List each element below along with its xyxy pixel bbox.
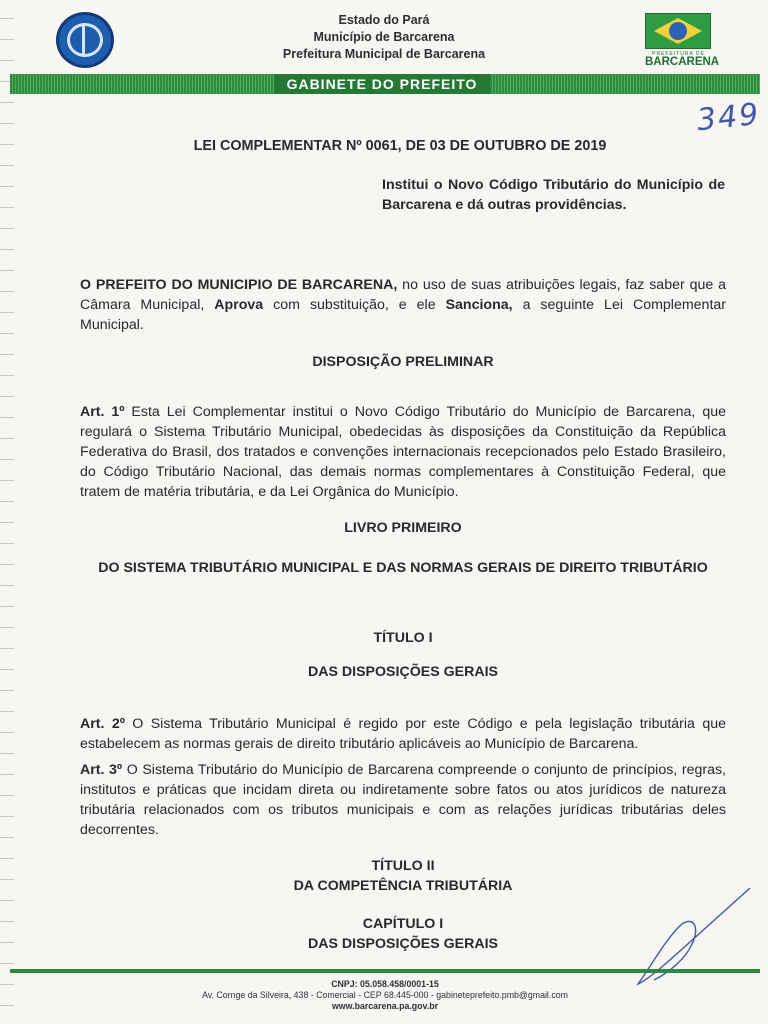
- handwritten-page-number: 349: [695, 96, 762, 139]
- flag-icon: [645, 13, 711, 49]
- footer-rule: [10, 969, 760, 973]
- municipal-crest-logo: [56, 12, 114, 68]
- title-2-subtitle: DA COMPETÊNCIA TRIBUTÁRIA: [293, 878, 513, 894]
- article-2: [80, 714, 726, 754]
- footer-cnpj: CNPJ: 05.058.458/0001-15: [331, 979, 439, 989]
- office-label: GABINETE DO PREFEITO: [274, 74, 490, 94]
- article-1: [80, 402, 726, 502]
- binder-holes: [0, 0, 14, 1024]
- preamble-text-3: a seguinte Lei Complementar Municipal.: [80, 297, 727, 333]
- section-heading-preliminary: DISPOSIÇÃO PRELIMINAR: [312, 354, 494, 370]
- book-heading: LIVRO PRIMEIRO: [344, 520, 462, 536]
- preamble-bold-2: Aprova: [214, 297, 264, 313]
- article-1-label: Art. 1º: [80, 404, 125, 420]
- article-3-text: O Sistema Tributário do Município de Barcarena compreende o conjunto de princípios, regras, institutos e práticas que incidam direta ou indiretamente sobre fatos ou atos jurídicos de natureza tributária relacionados com os tributos municipais e com as relações jurídicas tributárias deles decorrentes.: [80, 762, 727, 838]
- footer-address: Av. Cornge da Silveira, 438 - Comercial - CEP 68.445-000 - gabineteprefeito.pmb@gmail.com: [202, 990, 568, 1000]
- municipality-name: Município de Barcarena: [313, 30, 455, 44]
- signature-mark: [630, 880, 760, 990]
- title-2-heading: TÍTULO II: [371, 858, 435, 874]
- brand-caption: PREFEITURA DE: [652, 51, 705, 57]
- brand-name: BARCARENA: [645, 56, 720, 68]
- chapter-1-heading: CAPÍTULO I: [362, 916, 444, 932]
- title-1-heading: TÍTULO I: [373, 630, 433, 646]
- prefecture-name: Prefeitura Municipal de Barcarena: [282, 47, 486, 61]
- footer: [150, 979, 620, 1012]
- article-2-label: Art. 2º: [80, 716, 125, 732]
- letterhead: [250, 12, 518, 63]
- chapter-1-subtitle: DAS DISPOSIÇÕES GERAIS: [308, 936, 498, 952]
- preamble-text-1: no uso de suas atribuições legais, faz saber que a Câmara Municipal,: [80, 277, 726, 313]
- preamble-bold-1: O PREFEITO DO MUNICIPIO DE BARCARENA,: [80, 277, 398, 293]
- preamble-bold-3: Sanciona,: [445, 297, 513, 313]
- ementa: Institui o Novo Código Tributário do Município de Barcarena e dá outras providências.: [382, 177, 725, 213]
- article-2-text: O Sistema Tributário Municipal é regido por este Código e pela legislação tributária que estabelecem as normas gerais de direito tributário aplicáveis ao Município de Barcarena.: [80, 716, 727, 752]
- state-name: Estado do Pará: [338, 13, 430, 27]
- barcarena-brand-logo: [645, 13, 720, 68]
- preamble-text-2: com substituição, e ele: [263, 297, 446, 313]
- article-1-text: Esta Lei Complementar institui o Novo Código Tributário do Município de Barcarena, que regulará o Sistema Tributário Municipal, obedecidas às disposições da Constituição da República Federativa do Brasil, dos tratados e convenções internacionais recepcionados pelo Estado Brasileiro, do Código Tributário Nacional, das demais normas complementares à Constituição Federal, que tratem de matéria tributária, e da Lei Orgânica do Município.: [80, 404, 726, 500]
- footer-website: www.barcarena.pa.gov.br: [331, 1001, 439, 1011]
- law-title: LEI COMPLEMENTAR Nº 0061, DE 03 DE OUTUBRO DE 2019: [193, 138, 607, 154]
- book-subtitle: DO SISTEMA TRIBUTÁRIO MUNICIPAL E DAS NORMAS GERAIS DE DIREITO TRIBUTÁRIO: [98, 560, 708, 576]
- article-3-label: Art. 3º: [80, 762, 123, 778]
- title-1-subtitle: DAS DISPOSIÇÕES GERAIS: [308, 664, 498, 680]
- preamble: [80, 275, 726, 335]
- article-3: [80, 760, 726, 840]
